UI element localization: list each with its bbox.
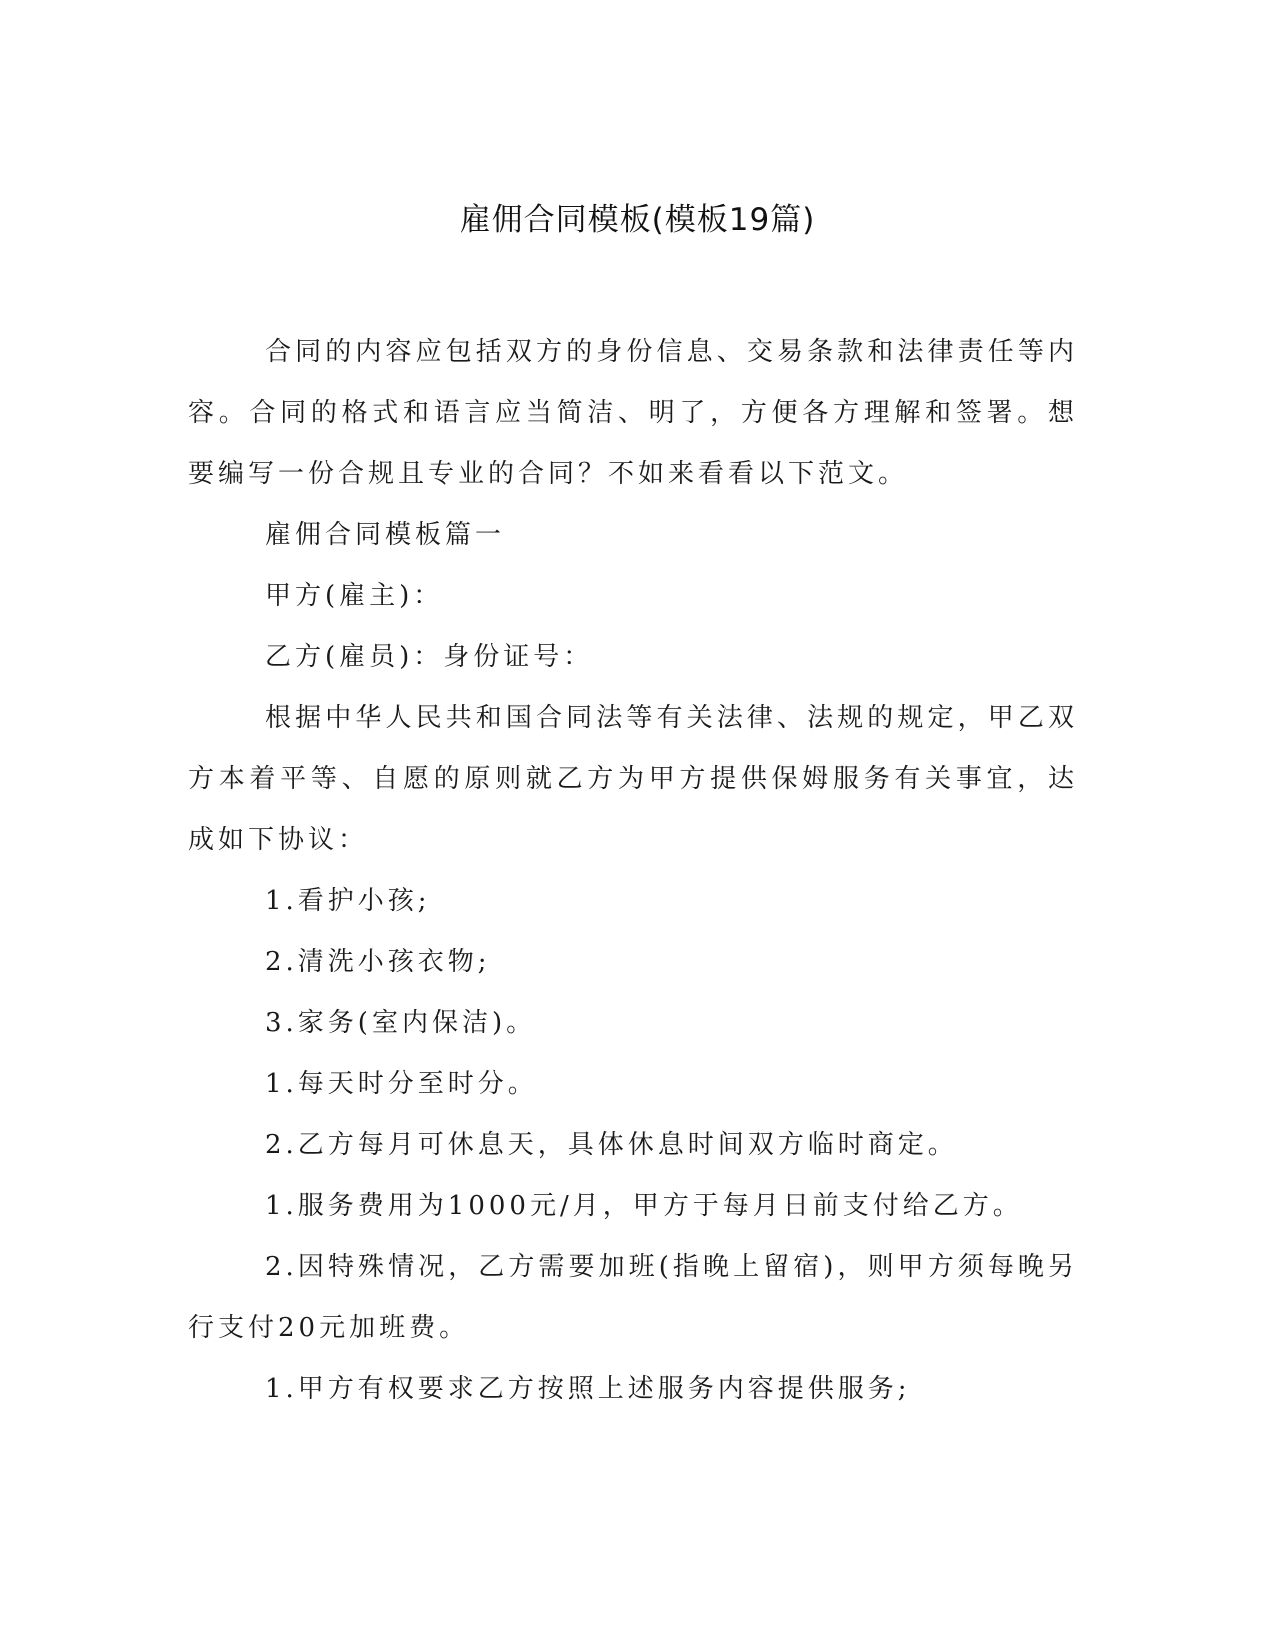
- document-title: 雇佣合同模板(模板19篇): [459, 202, 816, 238]
- schedule-item: 2.乙方每月可休息天，具体休息时间双方临时商定。: [265, 1130, 958, 1160]
- payment-item: 1.服务费用为1000元/月，甲方于每月日前支付给乙方。: [265, 1191, 1023, 1221]
- party-b-line: 乙方(雇员)：身份证号：: [265, 642, 594, 672]
- service-item: 3.家务(室内保洁)。: [265, 1008, 537, 1038]
- rights-item: 1.甲方有权要求乙方按照上述服务内容提供服务;: [265, 1374, 911, 1404]
- party-a-line: 甲方(雇主)：: [265, 581, 444, 611]
- intro-paragraph: 合同的内容应包括双方的身份信息、交易条款和法律责任等内容。合同的格式和语言应当简洁、明了，方便各方理解和签署。想要编写一份合规且专业的合同？不如来看看以下范文。: [188, 337, 1078, 489]
- payment-item: 2.因特殊情况，乙方需要加班(指晚上留宿)，则甲方须每晚另行支付20元加班费。: [188, 1252, 1078, 1343]
- section-heading: 雇佣合同模板篇一: [265, 520, 506, 550]
- document-body: [188, 322, 1078, 1420]
- agreement-preamble: 根据中华人民共和国合同法等有关法律、法规的规定，甲乙双方本着平等、自愿的原则就乙方为甲方提供保姆服务有关事宜，达成如下协议：: [188, 703, 1078, 855]
- service-item: 1.看护小孩;: [265, 886, 431, 916]
- service-item: 2.清洗小孩衣物;: [265, 947, 491, 977]
- schedule-item: 1.每天时分至时分。: [265, 1069, 538, 1099]
